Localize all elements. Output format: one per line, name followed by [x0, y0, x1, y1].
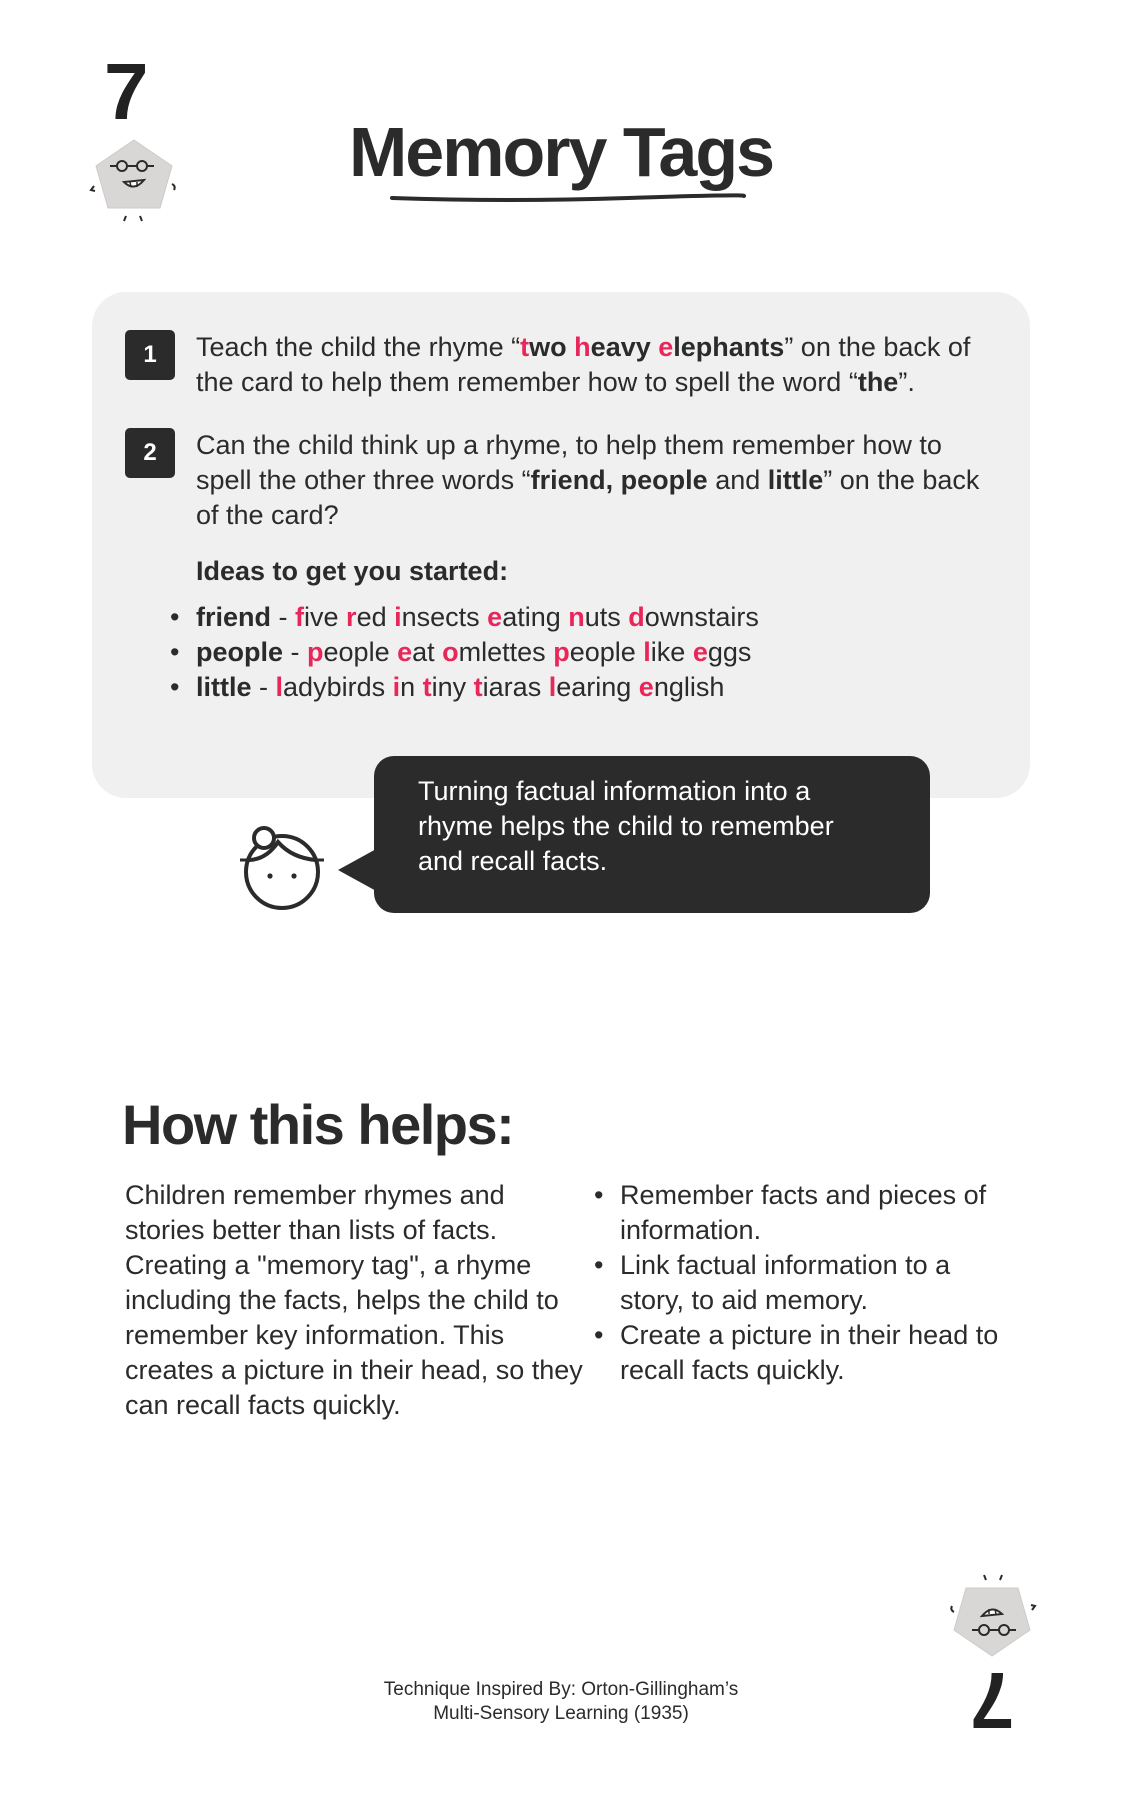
step-badge-1: 1 [125, 330, 175, 380]
idea-word: little [196, 672, 252, 702]
helps-bullets [594, 1178, 1014, 1388]
step-badge-2: 2 [125, 428, 175, 478]
page-title: Memory Tags [348, 113, 774, 191]
idea-word: people [196, 637, 284, 667]
idea-rhyme: five red insects eating nuts downstairs [295, 602, 759, 632]
idea-item: • people - people eat omlettes people like eggs [168, 635, 759, 670]
title-underline-icon [388, 188, 748, 208]
helps-paragraph: Children remember rhymes and stories better than lists of facts. Creating a "memory tag", a rhyme including the facts, helps the child to remember key information. This creates a picture in their head, so they can recall facts quickly. [125, 1180, 583, 1420]
helps-bullet: • Link factual information to a story, to aid memory. [594, 1248, 1014, 1318]
card-number: 7 [104, 47, 149, 136]
card-number-flipped: 7 [970, 1656, 1015, 1745]
idea-word: friend [196, 602, 272, 632]
footer-line-1: Technique Inspired By: Orton-Gillingham’s [383, 1679, 739, 1700]
helps-bullet: • Create a picture in their head to recall facts quickly. [594, 1318, 1014, 1388]
child-face-icon [236, 820, 328, 912]
pentagon-mascot-upside-down-icon [946, 1572, 1038, 1660]
ideas-title: Ideas to get you started: [196, 556, 509, 586]
footer-credit [0, 1678, 1122, 1726]
footer-line-2: Multi-Sensory Learning (1935) [433, 1703, 689, 1724]
speech-bubble-tail [338, 848, 378, 892]
step-2-text: Can the child think up a rhyme, to help them remember how to spell the other three words “friend, people and little” on the back of the card? [196, 430, 980, 530]
idea-item: • little - ladybirds in tiny tiaras learing english [168, 670, 759, 705]
ideas-list [168, 600, 759, 705]
helps-title: How this helps: [122, 1093, 514, 1156]
step-1-text: Teach the child the rhyme “two heavy elephants” on the back of the card to help them remember how to spell the word “the”. [196, 332, 971, 397]
idea-rhyme: ladybirds in tiny tiaras learing english [275, 672, 725, 702]
idea-rhyme: people eat omlettes people like eggs [307, 637, 752, 667]
helps-bullet: • Remember facts and pieces of information. [594, 1178, 1014, 1248]
speech-bubble-text: Turning factual information into a rhyme helps the child to remember and recall facts. [418, 776, 834, 876]
idea-item: • friend - five red insects eating nuts downstairs [168, 600, 759, 635]
